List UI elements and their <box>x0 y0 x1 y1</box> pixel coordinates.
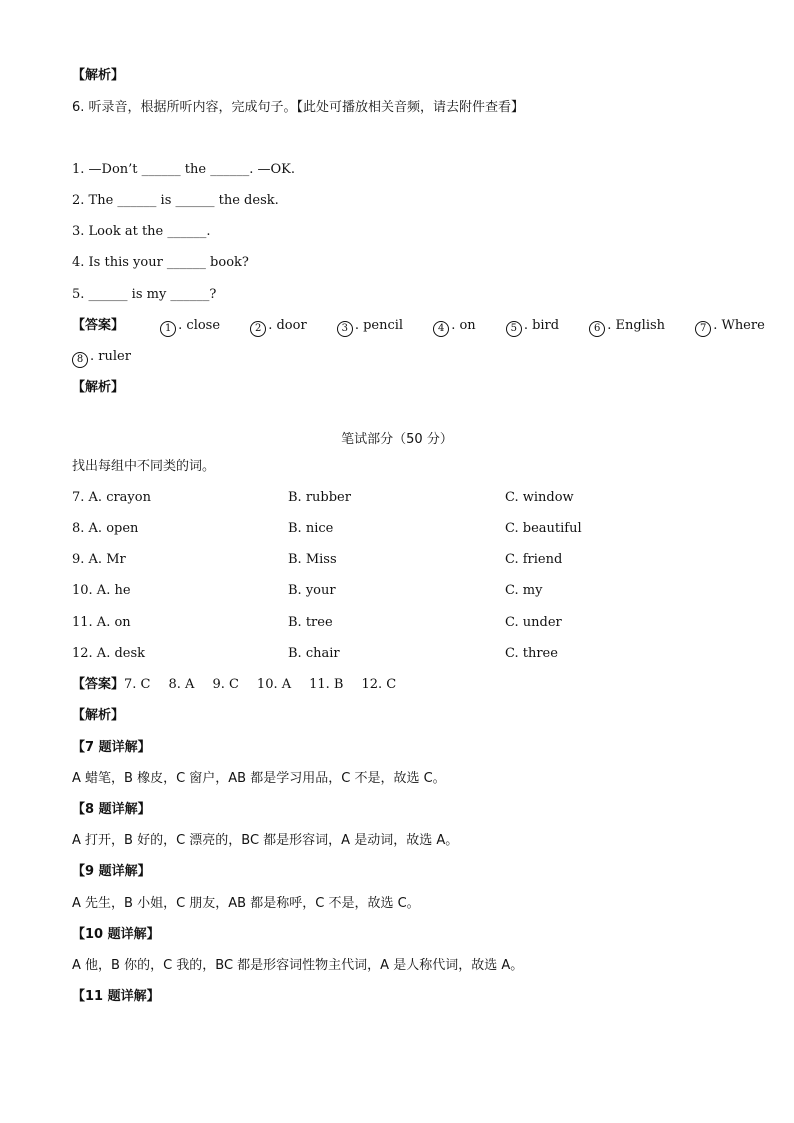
answer-label: 【答案】 <box>72 677 125 692</box>
detail-title-11: 【11 题详解】 <box>72 989 160 1004</box>
answer-item <box>589 318 665 337</box>
answer-text: . close <box>178 318 221 333</box>
sentence-4: 4. Is this your ______ book? <box>72 255 249 270</box>
option-c: C. window <box>505 490 574 505</box>
detail-title-8: 【8 题详解】 <box>72 802 151 817</box>
circled-number: 7 <box>695 321 711 337</box>
circled-number: 6 <box>589 321 605 337</box>
written-analysis-heading: 【解析】 <box>72 708 125 723</box>
analysis-heading: 【解析】 <box>72 68 125 83</box>
answer-value: 9. C <box>212 677 239 692</box>
answer-text: . ruler <box>90 349 131 364</box>
answer-item-continued <box>72 349 131 368</box>
circled-number: 2 <box>250 321 266 337</box>
answer-item <box>433 318 475 337</box>
sentence-2: 2. The ______ is ______ the desk. <box>72 193 279 208</box>
answer-text: . door <box>268 318 307 333</box>
circled-number: 8 <box>72 352 88 368</box>
answer-item <box>160 318 220 337</box>
analysis-heading-2: 【解析】 <box>72 380 125 395</box>
written-answer-row <box>72 677 414 693</box>
sentence-5: 5. ______ is my ______? <box>72 287 217 302</box>
circled-number: 5 <box>506 321 522 337</box>
option-c: C. friend <box>505 552 563 567</box>
answer-item <box>695 318 765 337</box>
answer-text: . Where <box>713 318 765 333</box>
option-a: 8. A. open <box>72 521 139 536</box>
detail-text-10: A 他，B 你的，C 我的，BC 都是形容词性物主代词，A 是人称代词，故选 A。 <box>72 958 524 973</box>
answer-text: . bird <box>523 318 560 333</box>
answer-text: . on <box>451 318 476 333</box>
option-a: 9. A. Mr <box>72 552 126 567</box>
option-a: 12. A. desk <box>72 646 146 661</box>
option-a: 7. A. crayon <box>72 490 151 505</box>
answer-item <box>250 318 306 337</box>
option-b: B. tree <box>288 615 333 630</box>
answer-label: 【答案】 <box>72 318 125 333</box>
circled-number: 3 <box>337 321 353 337</box>
instruction: 找出每组中不同类的词。 <box>72 459 216 474</box>
option-c: C. under <box>505 615 562 630</box>
option-b: B. chair <box>288 646 340 661</box>
detail-title-10: 【10 题详解】 <box>72 927 160 942</box>
answer-value: 12. C <box>361 677 397 692</box>
answer-text: . pencil <box>354 318 404 333</box>
answer-value: 10. A <box>256 677 292 692</box>
answer-row <box>72 318 765 337</box>
answer-text: . English <box>607 318 666 333</box>
option-c: C. three <box>505 646 558 661</box>
detail-title-7: 【7 题详解】 <box>72 740 151 755</box>
option-a: 11. A. on <box>72 615 131 630</box>
circled-number: 1 <box>160 321 176 337</box>
answer-item <box>506 318 559 337</box>
option-b: B. rubber <box>288 490 351 505</box>
detail-text-7: A 蜡笔，B 橡皮，C 窗户，AB 都是学习用品，C 不是，故选 C。 <box>72 771 446 786</box>
detail-text-9: A 先生，B 小姐，C 朋友，AB 都是称呼，C 不是，故选 C。 <box>72 896 420 911</box>
option-c: C. my <box>505 583 543 598</box>
answer-value: 11. B <box>309 677 344 692</box>
answer-value: 8. A <box>168 677 195 692</box>
circled-number: 4 <box>433 321 449 337</box>
option-b: B. Miss <box>288 552 337 567</box>
option-b: B. nice <box>288 521 334 536</box>
sentence-1: 1. —Don’t ______ the ______. —OK. <box>72 162 295 177</box>
option-a: 10. A. he <box>72 583 131 598</box>
sentence-3: 3. Look at the ______. <box>72 224 211 239</box>
detail-text-8: A 打开，B 好的，C 漂亮的，BC 都是形容词，A 是动词，故选 A。 <box>72 833 459 848</box>
answer-value: 7. C <box>124 677 151 692</box>
question-6-prompt: 6. 听录音，根据所听内容，完成句子。【此处可播放相关音频，请去附件查看】 <box>72 100 525 115</box>
answer-item <box>337 318 403 337</box>
option-b: B. your <box>288 583 336 598</box>
written-section-title: 笔试部分（50 分） <box>341 432 453 447</box>
detail-title-9: 【9 题详解】 <box>72 864 151 879</box>
option-c: C. beautiful <box>505 521 582 536</box>
